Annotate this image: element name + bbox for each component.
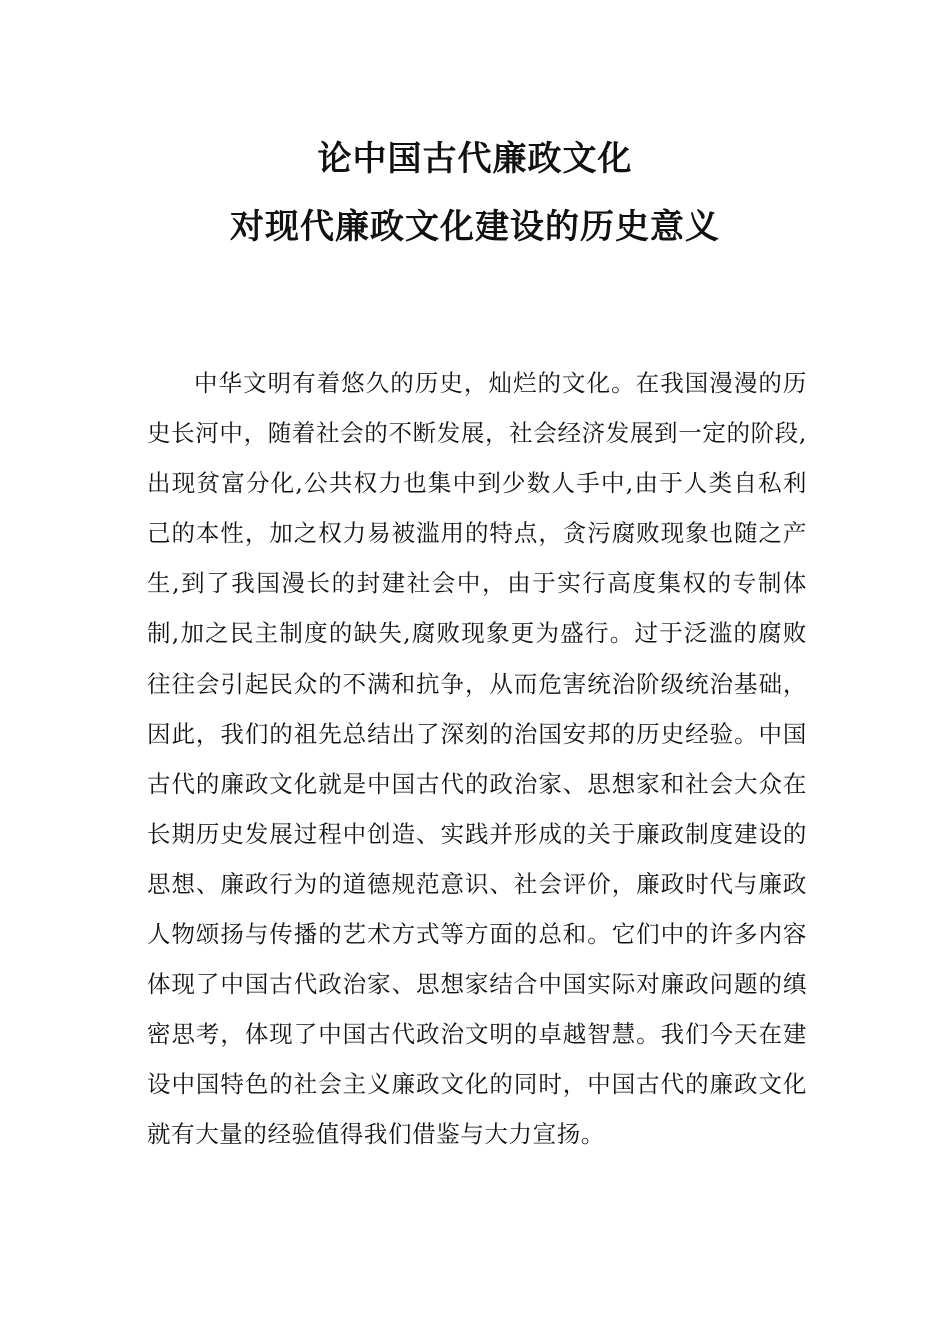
body-paragraph: 中华文明有着悠久的历史，灿烂的文化。在我国漫漫的历史长河中，随着社会的不断发展，社会经济发展到一定的阶段,出现贫富分化,公共权力也集中到少数人手中,由于人类自私利己的本性，加之权力易被滥用的特点，贪污腐败现象也随之产生,到了我国漫长的封建社会中，由于实行高度集权的专制体制,加之民主制度的缺失,腐败现象更为盛行。过于泛滥的腐败往往会引起民众的不满和抗争，从而危害统治阶级统治基础，因此，我们的祖先总结出了深刻的治国安邦的历史经验。中国古代的廉政文化就是中国古代的政治家、思想家和社会大众在长期历史发展过程中创造、实践并形成的关于廉政制度建设的思想、廉政行为的道德规范意识、社会评价，廉政时代与廉政人物颂扬与传播的艺术方式等方面的总和。它们中的许多内容体现了中国古代政治家、思想家结合中国实际对廉政问题的缜密思考，体现了中国古代政治文明的卓越智慧。我们今天在建设中国特色的社会主义廉政文化的同时，中国古代的廉政文化就有大量的经验值得我们借鉴与大力宣扬。 — [147, 369, 807, 1149]
title-line-1: 论中国古代廉政文化 — [317, 139, 633, 179]
title-line-2: 对现代廉政文化建设的历史意义 — [230, 207, 720, 247]
title-block — [0, 125, 950, 261]
